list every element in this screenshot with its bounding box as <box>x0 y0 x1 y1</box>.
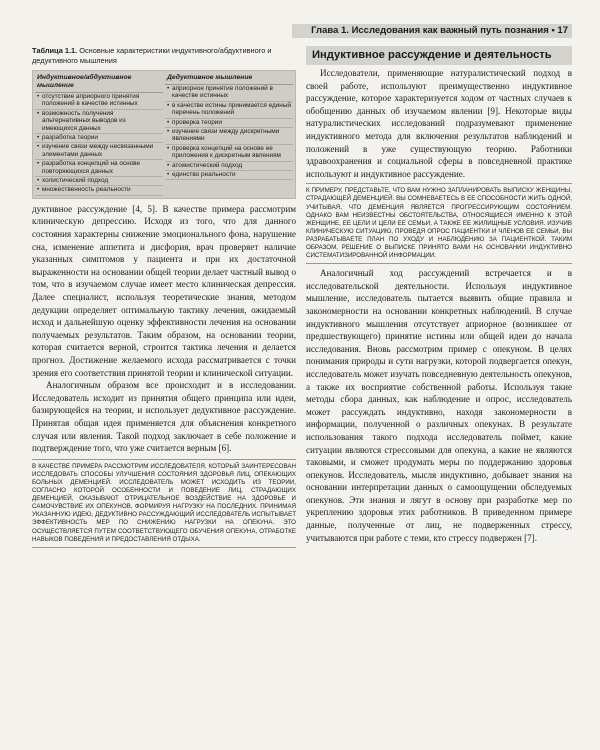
table-caption <box>32 46 296 66</box>
left-example-text: В КАЧЕСТВЕ ПРИМЕРА РАССМОТРИМ ИССЛЕДОВАТЕЛЯ, КОТОРЫЙ ЗАИНТЕРЕСОВАН ИССЛЕДОВАТЬ СПОСОБЫ УЛУЧШЕНИЯ СОСТОЯНИЯ ЗДОРОВЬЯ ЛИЦ, ОПЕКАЮЩИХ БОЛЬНЫХ ДЕМЕНЦИЕЙ. ИССЛЕДОВАТЕЛЬ МОЖЕТ ИСХОДИТЬ ИЗ ТЕОРИИ, СОГЛАСНО КОТОРОЙ ОСОБЕННОСТИ И ПОВЕДЕНИЕ ЛИЦ, СТРАДАЮЩИХ ДЕМЕНЦИЕЙ, ОКАЗЫВАЮТ ОТРИЦАТЕЛЬНОЕ ВОЗДЕЙСТВИЕ НА ЗДОРОВЬЕ И САМОЧУВСТВИЕ ИХ ОПЕКУНОВ, ФОРМИРУЯ НАГРУЗКУ НА ПОСЛЕДНИХ. ПРИНИМАЯ УКАЗАННУЮ ИДЕЮ, ДЕДУКТИВНО РАССУЖДАЮЩИЙ ИССЛЕДОВАТЕЛЬ ИСПЫТЫВАЕТ ЭФФЕКТИВНОСТЬ МЕР ПО СНИЖЕНИЮ НАГРУЗКИ НА ОПЕКУНА. ЭТО ОСУЩЕСТВЛЯЕТСЯ ПУТЕМ СООТВЕТСТВУЮЩЕГО ОБУЧЕНИЯ ОПЕКУНА, ОТРАБОТКЕ НАВЫКОВ ПОВЕДЕНИЯ И ПРЕДОСТАВЛЕНИЯ ОТДЫХА. <box>32 462 296 543</box>
list-item: • отсутствие априорного принятия положений в качестве истинных <box>35 93 163 110</box>
left-paragraph-1: дуктивное рассуждение [4, 5]. В качестве примера рассмотрим клиническую депрессию. Исходя из того, что для данного состояния характерны снижение эмоционального фона, нарушение сна, изменение аппетита и дисфория, врач проверяет наличие указанных симптомов у пациента и при их достаточной выраженности на основании общей теории делает частный вывод о том, что в изучаемом случае имеет место клиническая депрессия. Далее специалист, используя теоретические знания, методом дедукции определяет оптимальную тактику лечения, ожидаемый исход и дальнейшую оценку эффективности лечения на основании получаемых результатов. Таким образом, на основании теории, которая считается верной, строится тактика лечения и делается прогноз. Достижение желаемого исхода рассматривается с точки зрения его соответствия принятой теории и клинической ситуации. <box>32 203 296 378</box>
list-item: • множественность реальности <box>35 186 163 195</box>
right-example-text: К ПРИМЕРУ, ПРЕДСТАВЬТЕ, ЧТО ВАМ НУЖНО ЗАПЛАНИРОВАТЬ ВЫПИСКУ ЖЕНЩИНЫ, СТРАДАЮЩЕЙ ДЕМЕНЦИЕЙ. ВЫ СОМНЕВАЕТЕСЬ В ЕЕ СПОСОБНОСТИ ЖИТЬ ОДНОЙ, УЧИТЫВАЯ, ЧТО ДЕМЕНЦИЯ ЯВЛЯЕТСЯ ПРОГРЕССИРУЮЩИМ СОСТОЯНИЕМ. ОДНАКО ВАМ НЕИЗВЕСТНЫ ОБСТОЯТЕЛЬСТВА, ОТНОСЯЩИЕСЯ ИМЕННО К ЭТОЙ ЖЕНЩИНЕ, ЕЕ ЦЕЛИ И ЦЕЛИ ЕЕ СЕМЬИ, А ТАКЖЕ ЕЕ ЖИЛИЩНЫЕ УСЛОВИЯ. ИЗУЧИВ КЛИНИЧЕСКУЮ СИТУАЦИЮ, ПРОВЕДЯ ОПРОС ПАЦИЕНТКИ И ЧЛЕНОВ ЕЕ СЕМЬИ, ВЫ РАЗРАБАТЫВАЕТЕ ПЛАН ПО УХОДУ И НАБЛЮДЕНИЮ ЗА ПАЦИЕНТКОЙ. ТАКИМ ОБРАЗОМ, РЕШЕНИЕ О ВЫПИСКЕ ПРИНЯТО ВАМИ НА ОСНОВАНИИ ИНДУКТИВНО СИСТЕМАТИЗИРОВАННОЙ ИНФОРМАЦИИ. <box>306 187 572 260</box>
list-item: • разработка концепций на основе повторяющихся данных <box>35 160 163 177</box>
comparison-table <box>32 70 296 199</box>
table-column-deductive <box>165 73 293 196</box>
list-item: • изучение связи между несвязанными элементами данных <box>35 143 163 160</box>
list-item: • единство реальности <box>165 171 293 180</box>
table-header-inductive: Индуктивное/абдуктивное мышление <box>35 73 163 93</box>
left-column <box>32 46 296 548</box>
running-header <box>0 0 600 40</box>
section-title: Индуктивное рассуждение и деятельность <box>306 46 572 65</box>
header-text <box>311 24 568 38</box>
list-item: • атомистический подход <box>165 162 293 171</box>
right-column <box>306 46 572 544</box>
list-item: • изучение связи между дискретными явлениями <box>165 128 293 145</box>
header-separator: • <box>548 25 558 36</box>
page-number: 17 <box>557 25 568 36</box>
list-item: • проверка теории <box>165 119 293 128</box>
right-paragraph-1: Исследователи, применяющие натуралистический подход в своей работе, используют преимущественно индуктивное рассуждение, которое характеризуется ходом от частных случаев к обобщению данных об изучаемом явлении [9]. Некоторые виды натуралистических исследований подразумевают применение индуктивного метода для включения результатов наблюдений и положений в уже существующую теорию. Работники здравоохранения и социальной сферы в повседневной практике используют и индуктивное рассуждение. <box>306 68 572 179</box>
table-column-inductive <box>35 73 163 196</box>
right-example-box <box>306 183 572 264</box>
list-item: • холистический подход <box>35 177 163 186</box>
list-item: • априорное принятие положений в качестве истинных <box>165 85 293 102</box>
deductive-list <box>165 85 293 180</box>
list-item: • проверка концепций на основе ее приложения к дискретным явлениям <box>165 145 293 162</box>
list-item: • возможность получения альтернативных выводов из имеющихся данных <box>35 110 163 134</box>
inductive-list <box>35 93 163 196</box>
right-paragraph-2: Аналогичный ход рассуждений встречается и в исследовательской деятельности. Используя индуктивное мышление, исследователь пытается выявить общие правила и закономерности на основании конкретных наблюдений. В случае индуктивного мышления отсутствует априорное (возникшее от предшествующего) принятие истины или общей идеи до начала исследования. Вновь рассмотрим пример с опекуном. В целях понимания природы и сути нагрузки, которой подвергается опекун, исследователь может изучать повседневную деятельность опекунов, а также их восприятие собственной работы. Используя такие методы сбора данных, как наблюдение и опрос, исследователь может рассуждать индуктивно, находя закономерности в информации, полученной о различных опекунах. В результате использования такого подхода исследователь поймет, какие ситуации являются стрессовыми для опекуна, а какие не являются таковыми, и сможет продумать меры по поддержанию здоровья опекунов. Исследователь, мысля индуктивно, добывает знания на основании интерпретации данных о самоощущении обследуемых опекунов. Эти знания и лягут в основу при разработке мер по укреплению здоровья этих работников. В приведенном примере данные, полученные от лиц, не подверженных стрессу, учитываются при работе с теми, кто стрессу подвержен [7]. <box>306 268 572 543</box>
table-header-deductive: Дедуктивное мышление <box>165 73 293 85</box>
list-item: • разработка теории <box>35 134 163 143</box>
chapter-title: Глава 1. Исследования как важный путь познания <box>311 25 549 36</box>
left-paragraph-2: Аналогичным образом все происходит и в исследовании. Исследователь исходит из принятия общего принципа или идеи, базирующейся на теории, и использует дедуктивное рассуждение. Принятая общая идея применяется для объяснения конкретного случая или явления. Такой подход заключает в себе положение и подтверждение того, что уже считается верным [6]. <box>32 380 296 454</box>
list-item: • в качестве истины принимается единый перечень положений <box>165 102 293 119</box>
left-example-box <box>32 459 296 548</box>
table-caption-text: Основные характеристики индуктивного/абдуктивного и дедуктивного мышления <box>32 46 272 65</box>
table-caption-label: Таблица 1.1. <box>32 46 78 55</box>
